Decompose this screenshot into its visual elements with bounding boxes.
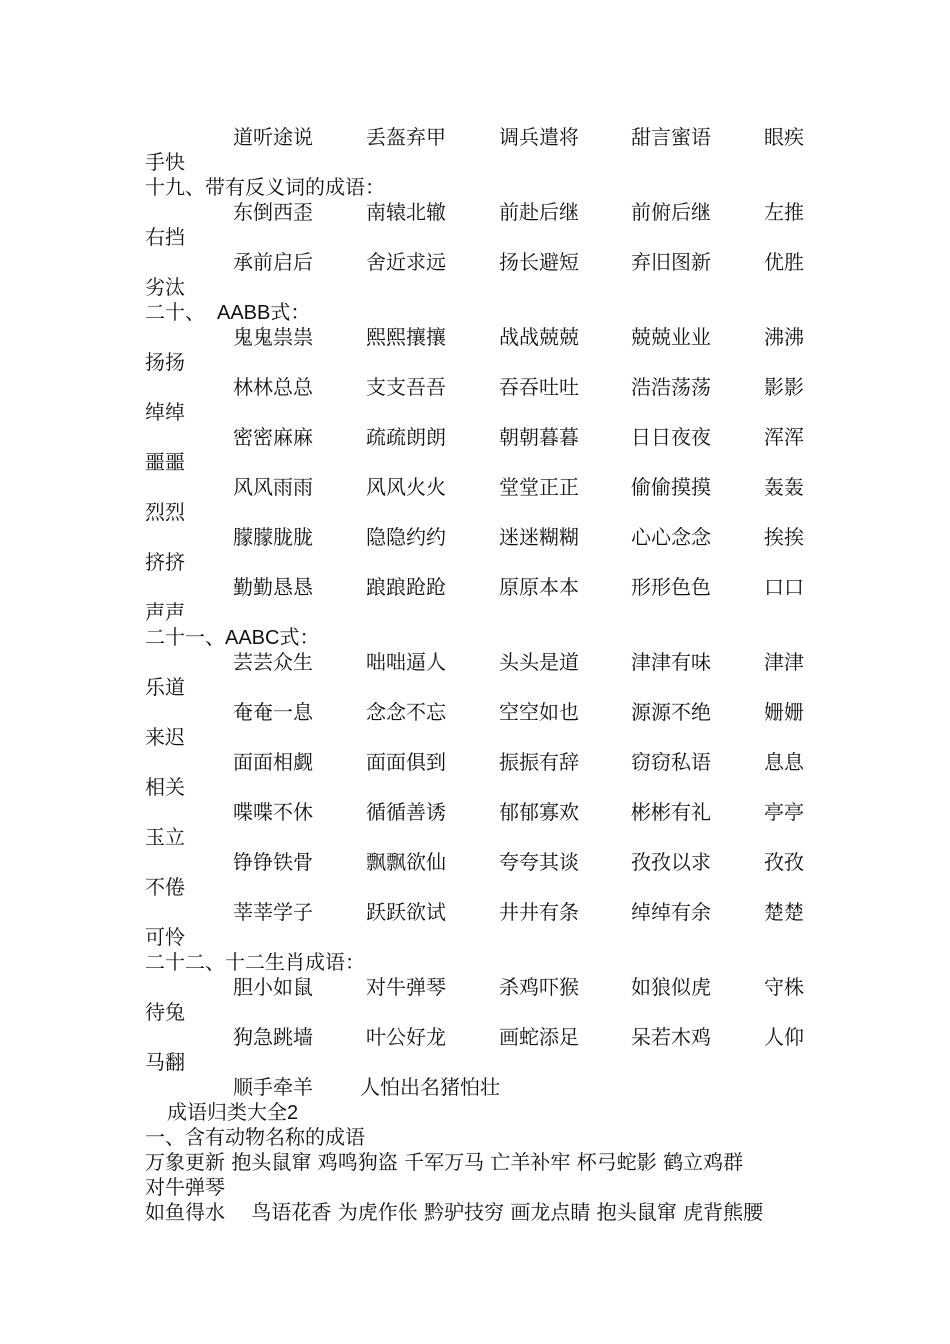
idiom: 日日夜夜 <box>631 425 711 449</box>
idiom-continuation: 玉立 <box>145 825 185 849</box>
idiom: 东倒西歪 <box>233 200 313 224</box>
idiom-part: 孜孜 <box>764 850 804 874</box>
idiom: 津津有味 <box>631 650 711 674</box>
idiom: 形形色色 <box>631 575 711 599</box>
idiom: 头头是道 <box>499 650 579 674</box>
idiom: 人怕出名猪怕壮 <box>360 1075 500 1099</box>
idiom-part: 守株 <box>764 975 804 999</box>
idiom: 风风火火 <box>366 475 446 499</box>
idiom-part: 轰轰 <box>764 475 804 499</box>
idiom-part: 亭亭 <box>764 800 804 824</box>
heading-suffix: 式： <box>279 625 320 649</box>
idiom: 莘莘学子 <box>233 900 313 924</box>
idiom-continuation: 乐道 <box>145 675 185 699</box>
idiom: 前俯后继 <box>631 200 711 224</box>
idiom: 甜言蜜语 <box>631 125 711 149</box>
idiom: 面面俱到 <box>366 750 446 774</box>
idiom: 芸芸众生 <box>233 650 313 674</box>
idiom: 叶公好龙 <box>366 1025 446 1049</box>
idiom-continuation: 来迟 <box>145 725 185 749</box>
idiom: 飘飘欲仙 <box>366 850 446 874</box>
idiom: 循循善诱 <box>366 800 446 824</box>
idiom: 朦朦胧胧 <box>233 525 313 549</box>
idiom: 密密麻麻 <box>233 425 313 449</box>
idiom: 窃窃私语 <box>631 750 711 774</box>
idiom-part: 浑浑 <box>764 425 804 449</box>
idiom-continuation: 右挡 <box>145 225 185 249</box>
idiom-part: 影影 <box>764 375 804 399</box>
idiom: 奄奄一息 <box>233 700 313 724</box>
idiom: 念念不忘 <box>366 700 446 724</box>
idiom: 面面相觑 <box>233 750 313 774</box>
section-heading: 一、含有动物名称的成语 <box>145 1125 365 1149</box>
idiom: 空空如也 <box>499 700 579 724</box>
idiom: 孜孜以求 <box>631 850 711 874</box>
idiom-continuation: 马翻 <box>145 1050 185 1074</box>
idiom-line: 对牛弹琴 <box>145 1175 225 1199</box>
idiom-part: 左推 <box>764 200 804 224</box>
heading-prefix: 二十一、 <box>145 625 225 649</box>
idiom: 井井有条 <box>499 900 579 924</box>
idiom: 战战兢兢 <box>499 325 579 349</box>
idiom: 铮铮铁骨 <box>233 850 313 874</box>
document-subtitle <box>167 1100 298 1125</box>
idiom-line: 万象更新 抱头鼠窜 鸡鸣狗盗 千军万马 亡羊补牢 杯弓蛇影 鹤立鸡群 <box>145 1150 744 1174</box>
idiom: 彬彬有礼 <box>631 800 711 824</box>
idiom: 夸夸其谈 <box>499 850 579 874</box>
idiom: 道听途说 <box>233 125 313 149</box>
idiom-line: 如鱼得水 鸟语花香 为虎作伥 黔驴技穷 画龙点睛 抱头鼠窜 虎背熊腰 <box>145 1200 764 1224</box>
idiom: 偷偷摸摸 <box>631 475 711 499</box>
heading-pattern: AABB <box>217 302 271 324</box>
idiom: 郁郁寡欢 <box>499 800 579 824</box>
section-heading <box>145 625 319 650</box>
idiom-part: 津津 <box>764 650 804 674</box>
subtitle-number: 2 <box>287 1102 299 1124</box>
idiom-continuation: 绰绰 <box>145 400 185 424</box>
idiom-part: 楚楚 <box>764 900 804 924</box>
idiom-continuation: 手快 <box>145 150 185 174</box>
idiom-continuation: 可怜 <box>145 925 185 949</box>
section-heading: 十九、带有反义词的成语： <box>145 175 385 199</box>
idiom: 调兵遣将 <box>499 125 579 149</box>
idiom-continuation: 不倦 <box>145 875 185 899</box>
idiom-continuation: 声声 <box>145 600 185 624</box>
idiom-continuation: 挤挤 <box>145 550 185 574</box>
idiom: 鬼鬼祟祟 <box>233 325 313 349</box>
idiom-continuation: 劣汰 <box>145 275 185 299</box>
idiom-part: 眼疾 <box>764 125 804 149</box>
idiom: 画蛇添足 <box>499 1025 579 1049</box>
idiom: 林林总总 <box>233 375 313 399</box>
idiom: 堂堂正正 <box>499 475 579 499</box>
idiom: 朝朝暮暮 <box>499 425 579 449</box>
idiom: 浩浩荡荡 <box>631 375 711 399</box>
idiom: 踉踉跄跄 <box>366 575 446 599</box>
idiom: 熙熙攘攘 <box>366 325 446 349</box>
idiom: 丢盔弃甲 <box>366 125 446 149</box>
idiom-continuation: 噩噩 <box>145 450 185 474</box>
idiom: 兢兢业业 <box>631 325 711 349</box>
idiom-part: 姗姗 <box>764 700 804 724</box>
idiom: 咄咄逼人 <box>366 650 446 674</box>
idiom: 绰绰有余 <box>631 900 711 924</box>
idiom-part: 沸沸 <box>764 325 804 349</box>
idiom: 承前启后 <box>233 250 313 274</box>
idiom: 胆小如鼠 <box>233 975 313 999</box>
heading-pattern: AABC <box>225 627 280 649</box>
subtitle-text: 成语归类大全 <box>167 1100 287 1124</box>
idiom: 勤勤恳恳 <box>233 575 313 599</box>
idiom-continuation: 待兔 <box>145 1000 185 1024</box>
idiom-part: 人仰 <box>764 1025 804 1049</box>
idiom: 振振有辞 <box>499 750 579 774</box>
idiom-part: 挨挨 <box>764 525 804 549</box>
idiom: 舍近求远 <box>366 250 446 274</box>
idiom: 吞吞吐吐 <box>499 375 579 399</box>
idiom: 喋喋不休 <box>233 800 313 824</box>
idiom-continuation: 扬扬 <box>145 350 185 374</box>
section-heading <box>145 300 310 325</box>
idiom-continuation: 相关 <box>145 775 185 799</box>
idiom-part: 口口 <box>764 575 804 599</box>
idiom: 心心念念 <box>631 525 711 549</box>
idiom: 呆若木鸡 <box>631 1025 711 1049</box>
idiom: 狗急跳墙 <box>233 1025 313 1049</box>
idiom: 前赴后继 <box>499 200 579 224</box>
idiom-part: 优胜 <box>764 250 804 274</box>
idiom: 隐隐约约 <box>366 525 446 549</box>
idiom: 源源不绝 <box>631 700 711 724</box>
idiom: 弃旧图新 <box>631 250 711 274</box>
idiom: 迷迷糊糊 <box>499 525 579 549</box>
idiom: 原原本本 <box>499 575 579 599</box>
idiom: 支支吾吾 <box>366 375 446 399</box>
idiom: 疏疏朗朗 <box>366 425 446 449</box>
section-heading: 二十二、十二生肖成语： <box>145 950 365 974</box>
idiom: 跃跃欲试 <box>366 900 446 924</box>
idiom: 如狼似虎 <box>631 975 711 999</box>
idiom: 扬长避短 <box>499 250 579 274</box>
heading-suffix: 式： <box>270 300 311 324</box>
idiom-continuation: 烈烈 <box>145 500 185 524</box>
idiom: 对牛弹琴 <box>366 975 446 999</box>
idiom: 杀鸡吓猴 <box>499 975 579 999</box>
heading-prefix: 二十、 <box>145 300 205 324</box>
idiom: 风风雨雨 <box>233 475 313 499</box>
idiom: 顺手牵羊 <box>233 1075 313 1099</box>
idiom: 南辕北辙 <box>366 200 446 224</box>
idiom-part: 息息 <box>764 750 804 774</box>
